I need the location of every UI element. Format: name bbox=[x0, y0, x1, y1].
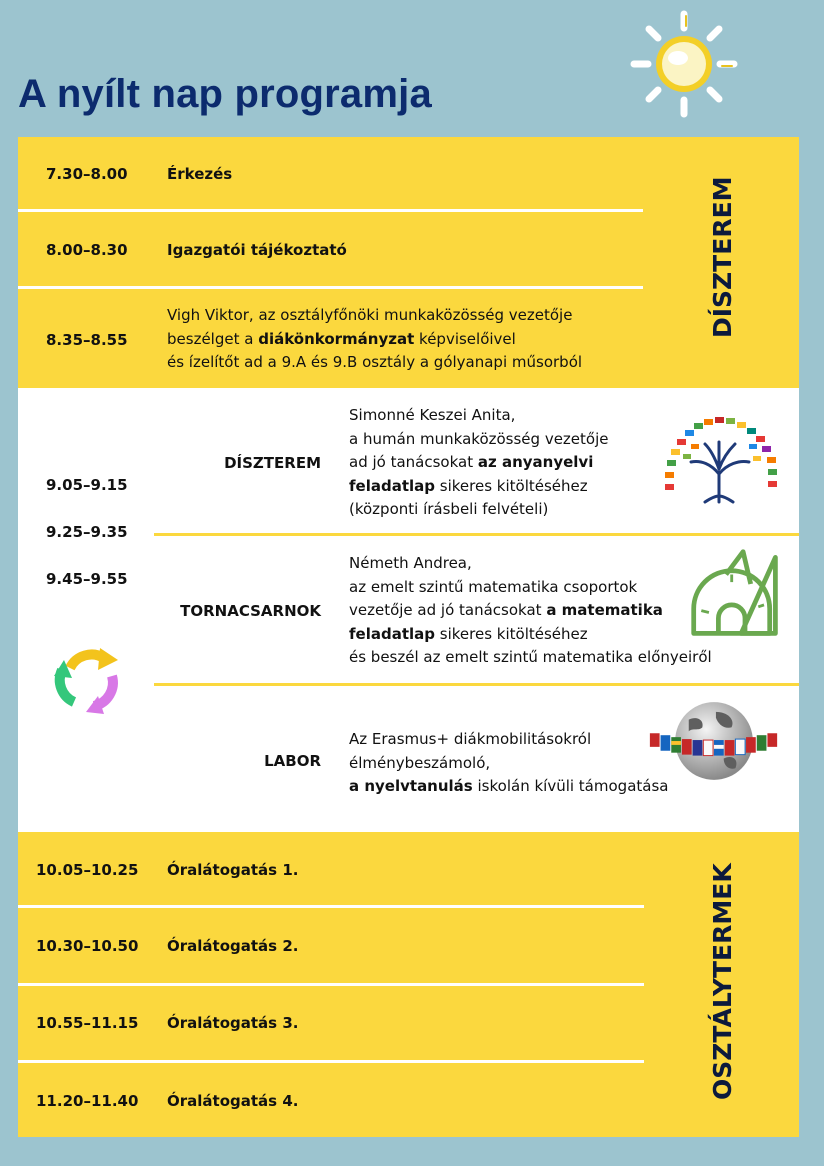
globe-flags-icon bbox=[646, 698, 782, 786]
row-separator bbox=[18, 905, 644, 908]
time-label: 9.45–9.55 bbox=[46, 570, 128, 588]
time-label: 8.00–8.30 bbox=[46, 241, 128, 259]
program-item: Óralátogatás 2. bbox=[167, 937, 299, 955]
session-description: Az Erasmus+ diákmobilitásokról élménybeszámoló, a nyelvtanulás iskolán kívüli támogatása bbox=[349, 730, 669, 795]
cycle-arrows-icon bbox=[48, 640, 128, 720]
session-separator bbox=[154, 533, 799, 536]
bottom-schedule-block bbox=[18, 832, 799, 1137]
parallel-sessions-block bbox=[18, 388, 799, 832]
time-label: 10.30–10.50 bbox=[36, 937, 139, 955]
program-item: Óralátogatás 1. bbox=[167, 861, 299, 879]
time-label: 7.30–8.00 bbox=[46, 165, 128, 183]
program-item: Igazgatói tájékoztató bbox=[167, 241, 347, 259]
session-separator bbox=[154, 683, 799, 686]
tree-icon bbox=[661, 414, 781, 504]
top-schedule-block bbox=[18, 137, 799, 388]
venue-label-osztalytermek: OSZTÁLYTERMEK bbox=[708, 863, 737, 1100]
row-separator bbox=[18, 209, 643, 212]
venue-diszterem: DÍSZTEREM bbox=[224, 454, 321, 472]
program-item: Érkezés bbox=[167, 165, 233, 183]
row-separator bbox=[18, 983, 644, 986]
row-separator bbox=[18, 1060, 644, 1063]
geometry-tools-icon bbox=[688, 546, 783, 641]
time-label: 9.05–9.15 bbox=[46, 476, 128, 494]
venue-labor: LABOR bbox=[264, 752, 321, 770]
venue-tornacsarnok: TORNACSARNOK bbox=[180, 602, 321, 620]
time-label: 11.20–11.40 bbox=[36, 1092, 139, 1110]
row-separator bbox=[18, 286, 643, 289]
session-description: Simonné Keszei Anita, a humán munkaközösség vezetője ad jó tanácsokat az anyanyelvi feladatlap sikeres kitöltéséhez (központi írásbeli felvételi) bbox=[349, 406, 609, 518]
program-item: Óralátogatás 4. bbox=[167, 1092, 299, 1110]
time-label: 9.25–9.35 bbox=[46, 523, 128, 541]
sun-icon bbox=[628, 8, 740, 120]
time-label: 10.05–10.25 bbox=[36, 861, 139, 879]
program-description: Vigh Viktor, az osztályfőnöki munkaközösség vezetője beszélget a diákönkormányzat képviselőivel és ízelítőt ad a 9.A és 9.B osztály a gólyanapi műsorból bbox=[167, 306, 583, 371]
session-description: Németh Andrea, az emelt szintű matematika csoportok vezetője ad jó tanácsokat a matematika feladatlap sikeres kitöltéséhez és beszél az emelt szintű matematika előnyeiről bbox=[349, 554, 712, 666]
time-label: 10.55–11.15 bbox=[36, 1014, 139, 1032]
page-title: A nyílt nap programja bbox=[18, 72, 432, 116]
program-item: Óralátogatás 3. bbox=[167, 1014, 299, 1032]
venue-label-diszterem: DÍSZTEREM bbox=[708, 176, 737, 338]
time-label: 8.35–8.55 bbox=[46, 331, 128, 349]
